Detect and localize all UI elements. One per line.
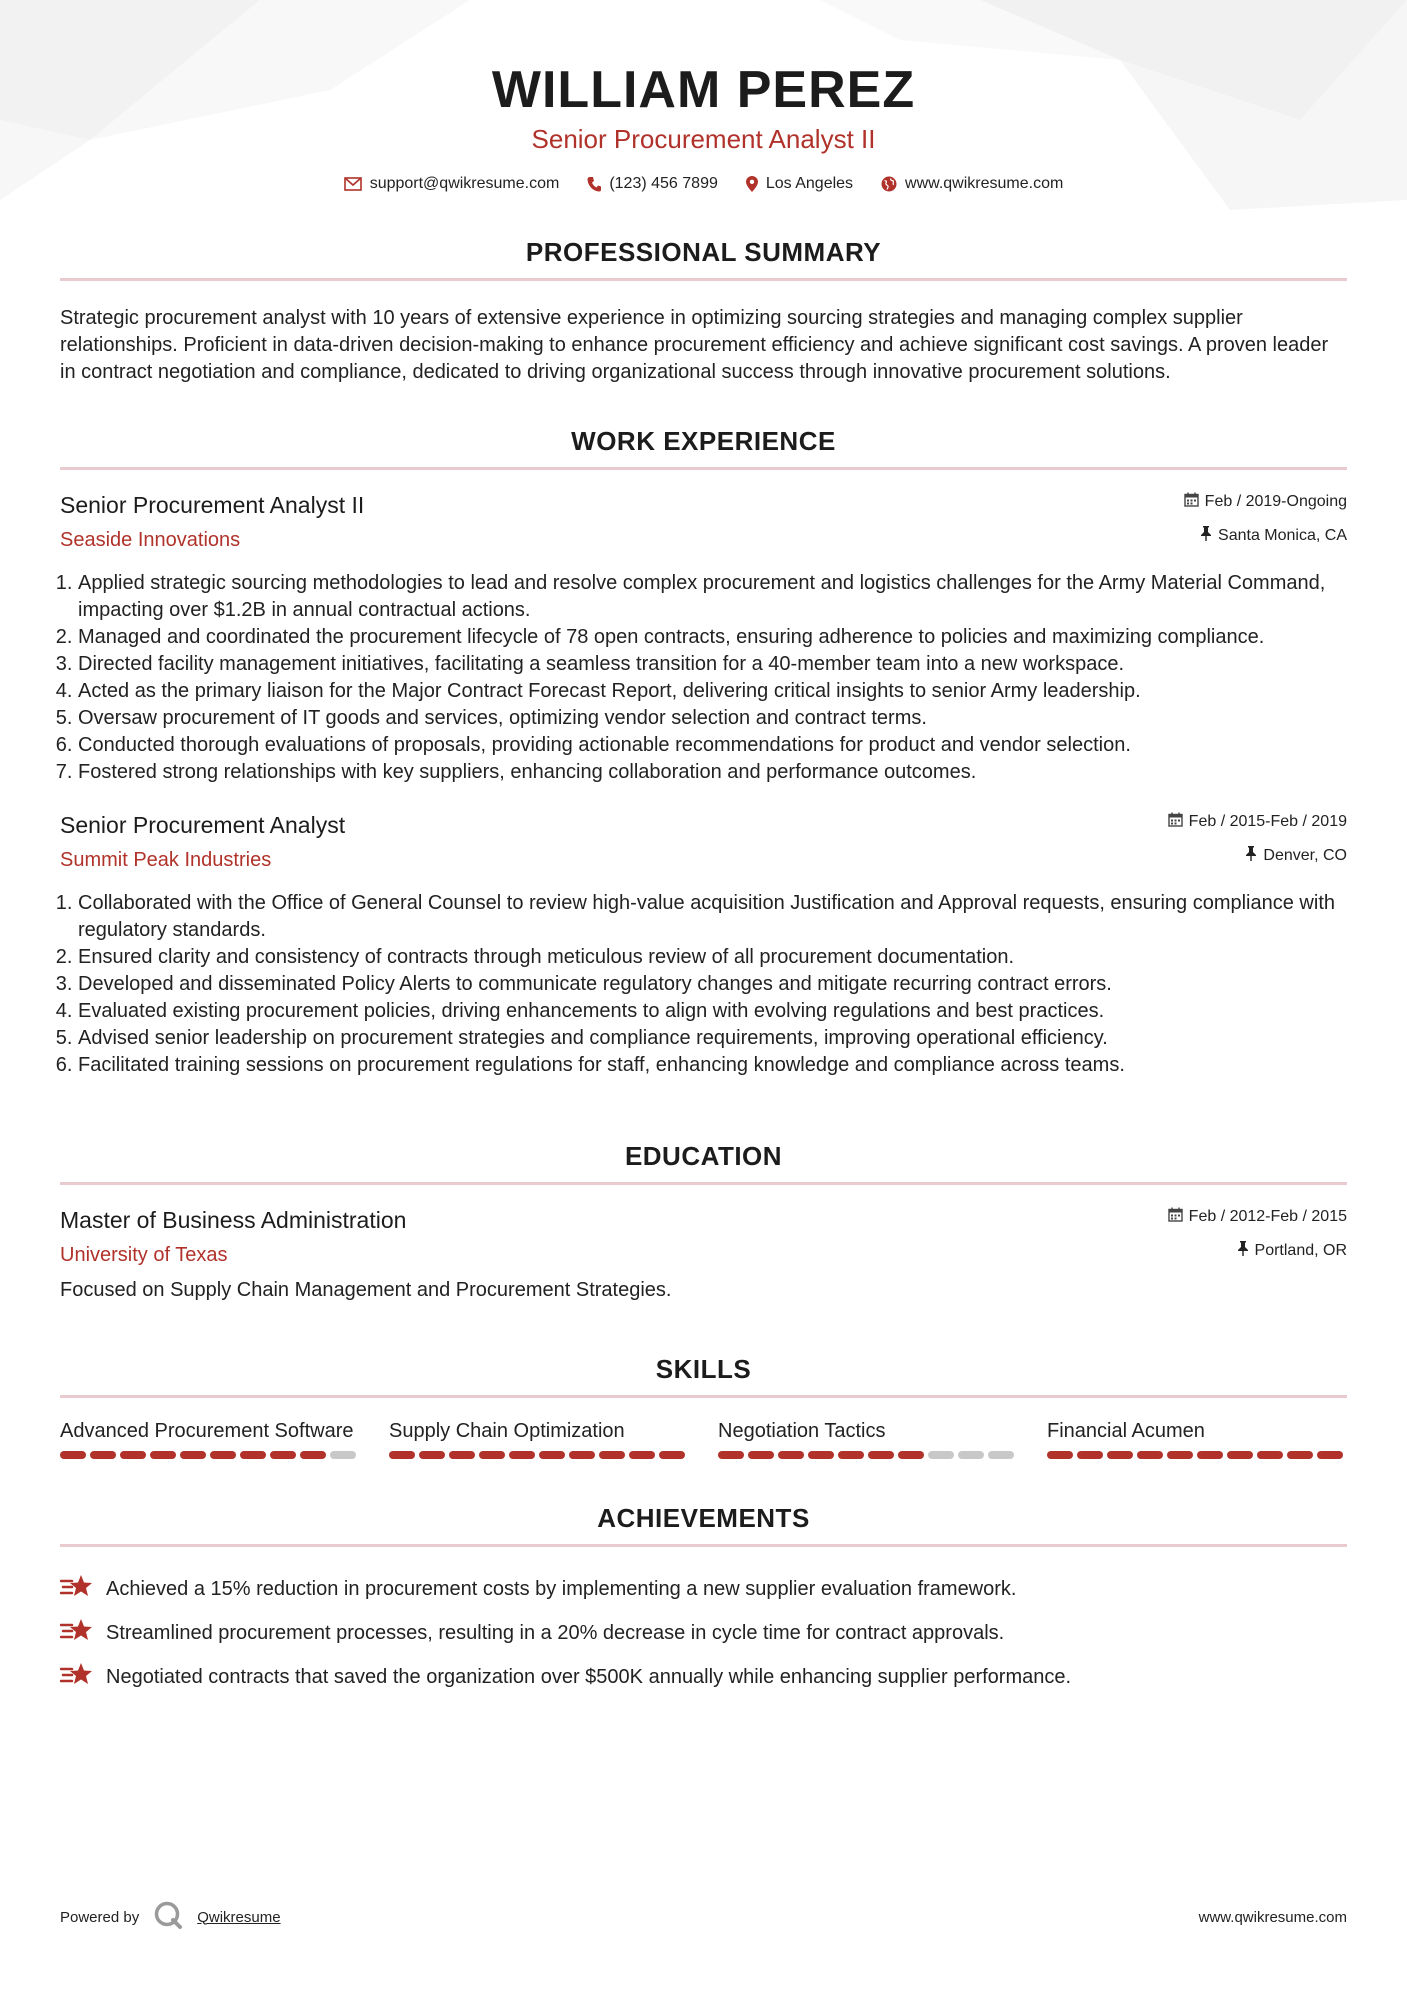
skill-item: [389, 1418, 689, 1459]
skill-dot: [60, 1451, 86, 1459]
email-text: support@qwikresume.com: [369, 175, 560, 192]
skill-rating: [1047, 1451, 1347, 1459]
job-bullet: 5. Oversaw procurement of IT goods and services, optimizing vendor selection and contract terms.: [78, 705, 1347, 732]
qwikresume-logo-icon: [153, 1900, 183, 1934]
contact-bar: [60, 175, 1347, 193]
skill-dot: [838, 1451, 864, 1459]
job-title: Senior Procurement Analyst: [60, 812, 346, 838]
skill-dot: [599, 1451, 625, 1459]
skill-dot: [180, 1451, 206, 1459]
skill-item: [1047, 1418, 1347, 1459]
shooting-star-icon: [60, 1617, 94, 1649]
skill-name: Negotiation Tactics: [718, 1420, 886, 1442]
education-description: Focused on Supply Chain Management and Procurement Strategies.: [60, 1279, 672, 1301]
calendar-icon: [1184, 492, 1199, 512]
skill-dot: [330, 1451, 356, 1459]
job-bullet: 4. Evaluated existing procurement policies, driving enhancements to align with evolving regulations and best practices.: [78, 998, 1347, 1025]
skill-item: [60, 1418, 360, 1459]
brand-link[interactable]: Qwikresume: [197, 1908, 281, 1926]
skill-dot: [1107, 1451, 1133, 1459]
footer: [60, 1900, 1347, 1934]
pushpin-icon: [1245, 846, 1257, 866]
skill-dot: [659, 1451, 685, 1459]
skill-dot: [928, 1451, 954, 1459]
pushpin-icon: [1237, 1241, 1249, 1261]
skill-dot: [629, 1451, 655, 1459]
skill-rating: [389, 1451, 689, 1459]
job-bullet: 5. Advised senior leadership on procurement strategies and compliance requirements, improving operational efficiency.: [78, 1025, 1347, 1052]
achievement-text: Streamlined procurement processes, resulting in a 20% decrease in cycle time for contract approvals.: [106, 1621, 1005, 1644]
shooting-star-icon: [60, 1661, 94, 1693]
skill-dot: [1137, 1451, 1163, 1459]
job-location: Santa Monica, CA: [1218, 527, 1347, 544]
job-location: Denver, CO: [1263, 847, 1347, 864]
candidate-name: WILLIAM PEREZ: [491, 61, 916, 119]
skill-dot: [210, 1451, 236, 1459]
achievement-item: [60, 1611, 1347, 1655]
skill-dot: [1167, 1451, 1193, 1459]
skill-dot: [988, 1451, 1014, 1459]
achievements-heading: ACHIEVEMENTS: [60, 1503, 1347, 1547]
skill-dot: [240, 1451, 266, 1459]
skill-item: [718, 1418, 1018, 1459]
skill-dot: [898, 1451, 924, 1459]
achievement-item: [60, 1567, 1347, 1611]
skill-name: Supply Chain Optimization: [389, 1420, 625, 1442]
summary-text: Strategic procurement analyst with 10 years of extensive experience in optimizing sourcing strategies and managing complex supplier relationships. Proficient in data-driven decision-making to enhance procurement efficiency and achieve significant cost savings. A proven leader in contract negotiation and compliance, dedicated to driving organizational success through innovative procurement solutions.: [60, 307, 1329, 383]
skill-dot: [270, 1451, 296, 1459]
skill-rating: [718, 1451, 1018, 1459]
skill-dot: [778, 1451, 804, 1459]
job-bullets: [60, 890, 1347, 1079]
education-entry: [60, 1207, 1347, 1302]
globe-icon: [881, 176, 897, 192]
job-entry: [60, 492, 1347, 786]
skill-dot: [748, 1451, 774, 1459]
skill-dot: [479, 1451, 505, 1459]
job-company: Seaside Innovations: [60, 529, 241, 551]
skill-dot: [419, 1451, 445, 1459]
footer-website-link[interactable]: www.qwikresume.com: [1198, 1908, 1347, 1926]
skill-rating: [60, 1451, 360, 1459]
job-dates: Feb / 2019-Ongoing: [1204, 493, 1347, 510]
envelope-icon: [344, 177, 362, 191]
job-bullet: 2. Ensured clarity and consistency of contracts through meticulous review of all procurement documentation.: [78, 944, 1347, 971]
phone-icon: [587, 176, 601, 192]
skill-dot: [1257, 1451, 1283, 1459]
skill-name: Advanced Procurement Software: [60, 1420, 354, 1442]
skill-dot: [389, 1451, 415, 1459]
phone-text: (123) 456 7899: [609, 175, 718, 192]
powered-by-label: Powered by: [60, 1908, 140, 1926]
job-bullet: 1. Applied strategic sourcing methodologies to lead and resolve complex procurement and logistics challenges for the Army Material Command, impacting over $1.2B in annual contractual actions.: [78, 570, 1347, 624]
skill-dot: [1197, 1451, 1223, 1459]
job-bullets: [60, 570, 1347, 786]
calendar-icon: [1168, 812, 1183, 832]
job-bullet: 4. Acted as the primary liaison for the Major Contract Forecast Report, delivering critical insights to senior Army leadership.: [78, 678, 1347, 705]
job-bullet: 2. Managed and coordinated the procurement lifecycle of 78 open contracts, ensuring adherence to policies and maximizing compliance.: [78, 624, 1347, 651]
skill-dot: [449, 1451, 475, 1459]
skill-dot: [300, 1451, 326, 1459]
map-pin-icon: [746, 176, 758, 192]
job-bullet: 6. Conducted thorough evaluations of proposals, providing actionable recommendations for product and vendor selection.: [78, 732, 1347, 759]
skill-dot: [958, 1451, 984, 1459]
skills-heading: SKILLS: [60, 1354, 1347, 1398]
experience-heading: WORK EXPERIENCE: [60, 426, 1347, 470]
shooting-star-icon: [60, 1573, 94, 1605]
education-dates: Feb / 2012-Feb / 2015: [1188, 1208, 1347, 1225]
skill-dot: [150, 1451, 176, 1459]
achievement-text: Achieved a 15% reduction in procurement costs by implementing a new supplier evaluation framework.: [106, 1577, 1017, 1600]
calendar-icon: [1168, 1207, 1183, 1227]
skill-dot: [1227, 1451, 1253, 1459]
contact-phone[interactable]: [587, 175, 718, 193]
job-title: Senior Procurement Analyst II: [60, 492, 365, 518]
contact-location: [746, 175, 853, 193]
achievements-list: [60, 1567, 1347, 1699]
skill-dot: [718, 1451, 744, 1459]
skill-dot: [1287, 1451, 1313, 1459]
skill-dot: [868, 1451, 894, 1459]
contact-email[interactable]: [344, 175, 560, 193]
candidate-role: Senior Procurement Analyst II: [531, 124, 876, 154]
location-text: Los Angeles: [765, 175, 854, 192]
skill-dot: [808, 1451, 834, 1459]
education-heading: EDUCATION: [60, 1141, 1347, 1185]
job-dates: Feb / 2015-Feb / 2019: [1188, 813, 1347, 830]
achievement-text: Negotiated contracts that saved the organization over $500K annually while enhancing supplier performance.: [106, 1665, 1072, 1688]
job-bullet: 3. Developed and disseminated Policy Alerts to communicate regulatory changes and mitigate recurring contract errors.: [78, 971, 1347, 998]
skill-dot: [1047, 1451, 1073, 1459]
skill-dot: [509, 1451, 535, 1459]
education-location: Portland, OR: [1254, 1242, 1347, 1259]
skill-dot: [90, 1451, 116, 1459]
skill-dot: [539, 1451, 565, 1459]
job-entry: [60, 812, 1347, 1079]
job-company: Summit Peak Industries: [60, 849, 272, 871]
job-bullet: 3. Directed facility management initiatives, facilitating a seamless transition for a 40-member team into a new workspace.: [78, 651, 1347, 678]
job-bullet: 6. Facilitated training sessions on procurement regulations for staff, enhancing knowledge and compliance across teams.: [78, 1052, 1347, 1079]
job-bullet: 1. Collaborated with the Office of General Counsel to review high-value acquisition Justification and Approval requests, ensuring compliance with regulatory standards.: [78, 890, 1347, 944]
skill-dot: [1317, 1451, 1343, 1459]
skill-dot: [1077, 1451, 1103, 1459]
contact-website[interactable]: [881, 175, 1063, 193]
skill-dot: [569, 1451, 595, 1459]
skill-name: Financial Acumen: [1047, 1420, 1205, 1442]
achievement-item: [60, 1655, 1347, 1699]
pushpin-icon: [1200, 526, 1212, 546]
skill-dot: [120, 1451, 146, 1459]
degree-title: Master of Business Administration: [60, 1207, 407, 1233]
job-bullet: 7. Fostered strong relationships with key suppliers, enhancing collaboration and performance outcomes.: [78, 759, 1347, 786]
skills-grid: [60, 1418, 1347, 1459]
school-name: University of Texas: [60, 1244, 228, 1266]
summary-heading: PROFESSIONAL SUMMARY: [60, 237, 1347, 281]
website-text: www.qwikresume.com: [905, 175, 1064, 192]
